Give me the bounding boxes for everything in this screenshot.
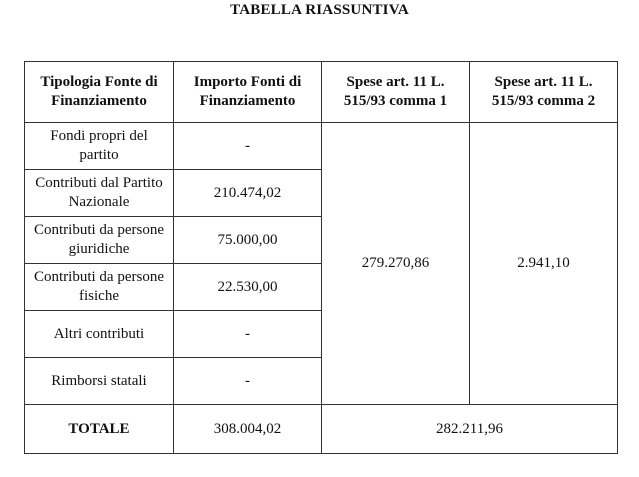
- row-amount: -: [174, 358, 322, 405]
- header-spese-comma1: Spese art. 11 L. 515/93 comma 1: [322, 62, 470, 123]
- total-spese: 282.211,96: [322, 405, 618, 454]
- row-label: Altri contributi: [25, 311, 174, 358]
- total-row: [25, 405, 618, 454]
- row-label: Rimborsi statali: [25, 358, 174, 405]
- spese-comma2-value: 2.941,10: [470, 123, 618, 405]
- row-amount: 75.000,00: [174, 217, 322, 264]
- total-label: TOTALE: [25, 405, 174, 454]
- header-tipologia: Tipologia Fonte di Finanziamento: [25, 62, 174, 123]
- spese-comma1-value: 279.270,86: [322, 123, 470, 405]
- row-label: Contributi dal Partito Nazionale: [25, 170, 174, 217]
- header-importo: Importo Fonti di Finanziamento: [174, 62, 322, 123]
- summary-table: [24, 61, 618, 454]
- table-row: [25, 123, 618, 170]
- row-amount: 22.530,00: [174, 264, 322, 311]
- total-amount: 308.004,02: [174, 405, 322, 454]
- document-title: TABELLA RIASSUNTIVA: [230, 2, 409, 18]
- row-amount: -: [174, 311, 322, 358]
- row-label: Contributi da persone giuridiche: [25, 217, 174, 264]
- header-spese-comma2: Spese art. 11 L. 515/93 comma 2: [470, 62, 618, 123]
- row-label: Fondi propri del partito: [25, 123, 174, 170]
- row-amount: 210.474,02: [174, 170, 322, 217]
- row-amount: -: [174, 123, 322, 170]
- row-label: Contributi da persone fisiche: [25, 264, 174, 311]
- header-row: [25, 62, 618, 123]
